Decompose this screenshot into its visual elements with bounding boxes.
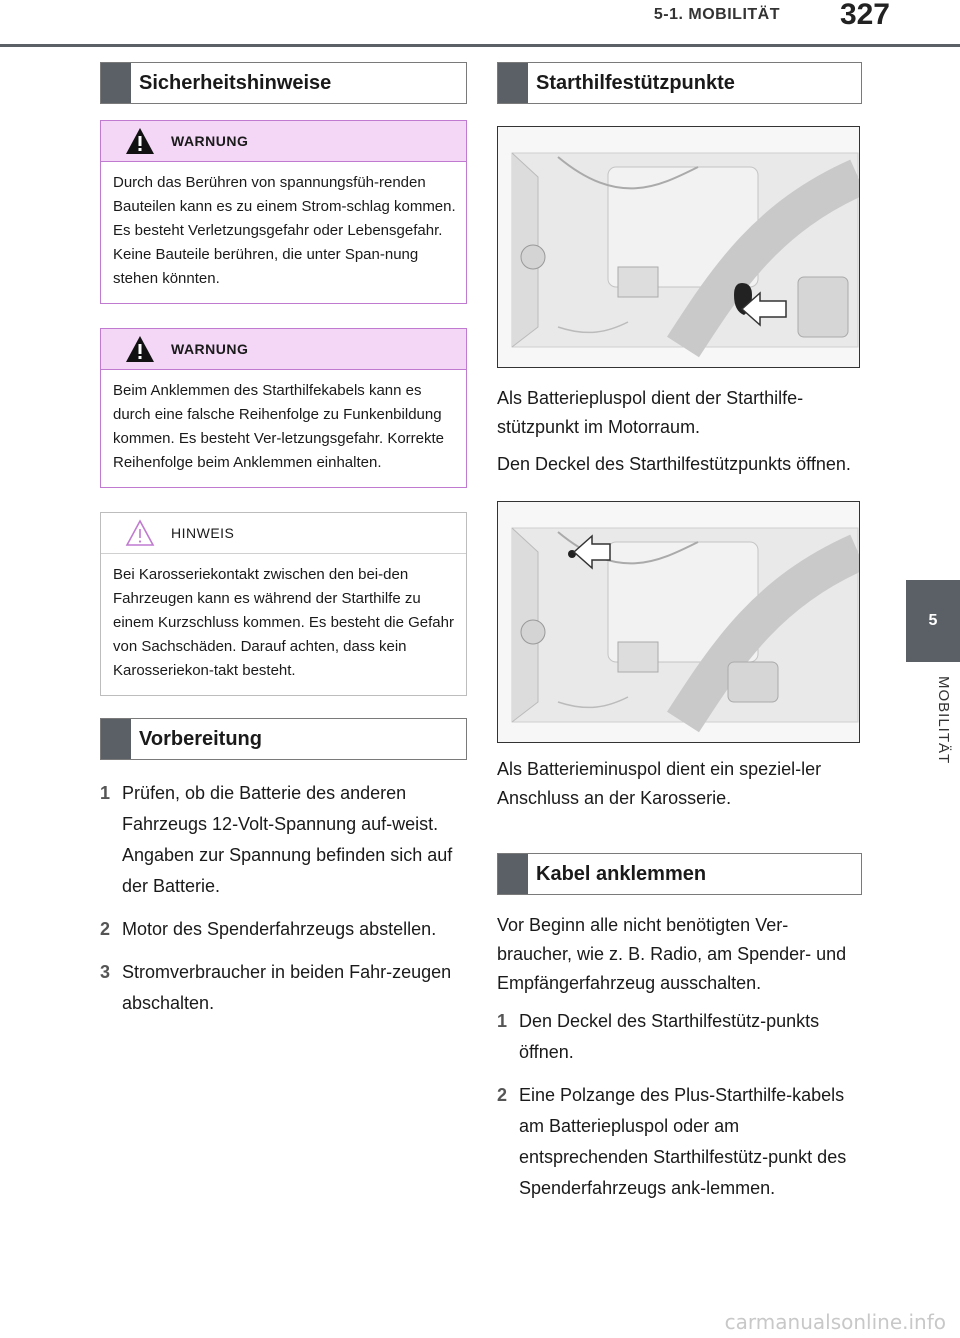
list-item (497, 1006, 862, 1068)
engine-bay-illustration-positive (497, 126, 860, 368)
step-number: 2 (100, 919, 111, 939)
warning-text: Durch das Berühren von spannungsfüh-renden Bauteilen kann es zu einem Strom-schlag kommen. Es besteht Verletzungsgefahr oder Lebensgefahr. Keine Bauteile berühren, die unter Span-nung stehen könnten. (101, 162, 466, 303)
notice-header (101, 513, 466, 554)
notice-triangle-icon (125, 519, 155, 547)
page-number: 327 (839, 0, 890, 31)
notice-text: Bei Karosseriekontakt zwischen den bei-den Fahrzeugen kann es während der Starthilfe zu einem Kurzschluss kommen. Es besteht die Gefahr von Sachschäden. Darauf achten, dass kein Karosseriekon-takt besteht. (113, 566, 454, 679)
warning-triangle-icon (125, 335, 155, 363)
warning-header (101, 329, 466, 370)
paragraph: Den Deckel des Starthilfestützpunkts öffnen. (497, 454, 851, 474)
heading-bar (101, 719, 131, 759)
heading-bar (498, 63, 528, 103)
step-list (100, 778, 467, 1019)
paragraph: Als Batteriepluspol dient der Starthilfe-stützpunkt im Motorraum. (497, 388, 804, 437)
chapter-tab-label: MOBILITÄT (935, 676, 952, 765)
list-item (497, 1080, 862, 1204)
heading-bar (101, 63, 131, 103)
list-item (100, 914, 467, 945)
heading-bar (498, 854, 528, 894)
left-column (100, 62, 467, 1031)
step-list (497, 1006, 862, 1204)
chapter-tab: 5 (906, 580, 960, 662)
section-heading-preparation (100, 718, 467, 760)
section-title: Starthilfestützpunkte (536, 71, 735, 94)
engine-bay-drawing (498, 502, 859, 742)
section-title: Kabel anklemmen (536, 862, 707, 885)
section-title: Vorbereitung (139, 727, 262, 750)
step-text: Motor des Spenderfahrzeugs abstellen. (122, 919, 437, 939)
warning-triangle-icon (125, 127, 155, 155)
step-number: 1 (497, 1011, 508, 1031)
step-number: 2 (497, 1085, 508, 1105)
warning-header (101, 121, 466, 162)
header-section-title: 5-1. MOBILITÄT (653, 6, 780, 23)
engine-bay-illustration-negative (497, 501, 860, 743)
warning-text: Beim Anklemmen des Starthilfekabels kann es durch eine falsche Reihenfolge zu Funkenbildung kommen. Es besteht Ver-letzungsgefahr. Korrekte Reihenfolge beim Anklemmen einhalten. (101, 370, 466, 487)
step-number: 3 (100, 962, 111, 982)
warning-label: WARNUNG (171, 133, 249, 149)
list-item (100, 778, 467, 902)
section-title: Sicherheitshinweise (139, 71, 332, 94)
warning-box (100, 328, 467, 488)
header-divider (0, 44, 960, 47)
notice-box (100, 512, 467, 696)
right-column (497, 62, 862, 1216)
warning-label: WARNUNG (171, 341, 249, 357)
paragraph: Vor Beginn alle nicht benötigten Ver-braucher, wie z. B. Radio, am Spender- und Empfängerfahrzeug ausschalten. (497, 915, 847, 993)
list-item (100, 957, 467, 1019)
paragraph: Als Batterieminuspol dient ein speziel-ler Anschluss an der Karosserie. (497, 759, 822, 808)
step-text: Den Deckel des Starthilfestütz-punkts öffnen. (519, 1011, 820, 1062)
engine-bay-drawing (498, 127, 859, 367)
section-heading-connect-cables (497, 853, 862, 895)
step-text: Stromverbraucher in beiden Fahr-zeugen abschalten. (122, 962, 452, 1013)
section-heading-safety (100, 62, 467, 104)
step-text: Prüfen, ob die Batterie des anderen Fahrzeugs 12-Volt-Spannung auf-weist. Angaben zur Spannung befinden sich auf der Batterie. (122, 783, 453, 896)
step-text: Eine Polzange des Plus-Starthilfe-kabels am Batteriepluspol oder am entsprechenden Starthilfestütz-punkt des Spenderfahrzeugs ank-lemmen. (519, 1085, 847, 1198)
watermark: carmanualsonline.info (724, 1310, 946, 1334)
section-heading-jump-points (497, 62, 862, 104)
warning-box (100, 120, 467, 304)
step-number: 1 (100, 783, 111, 803)
notice-label: HINWEIS (171, 525, 235, 541)
